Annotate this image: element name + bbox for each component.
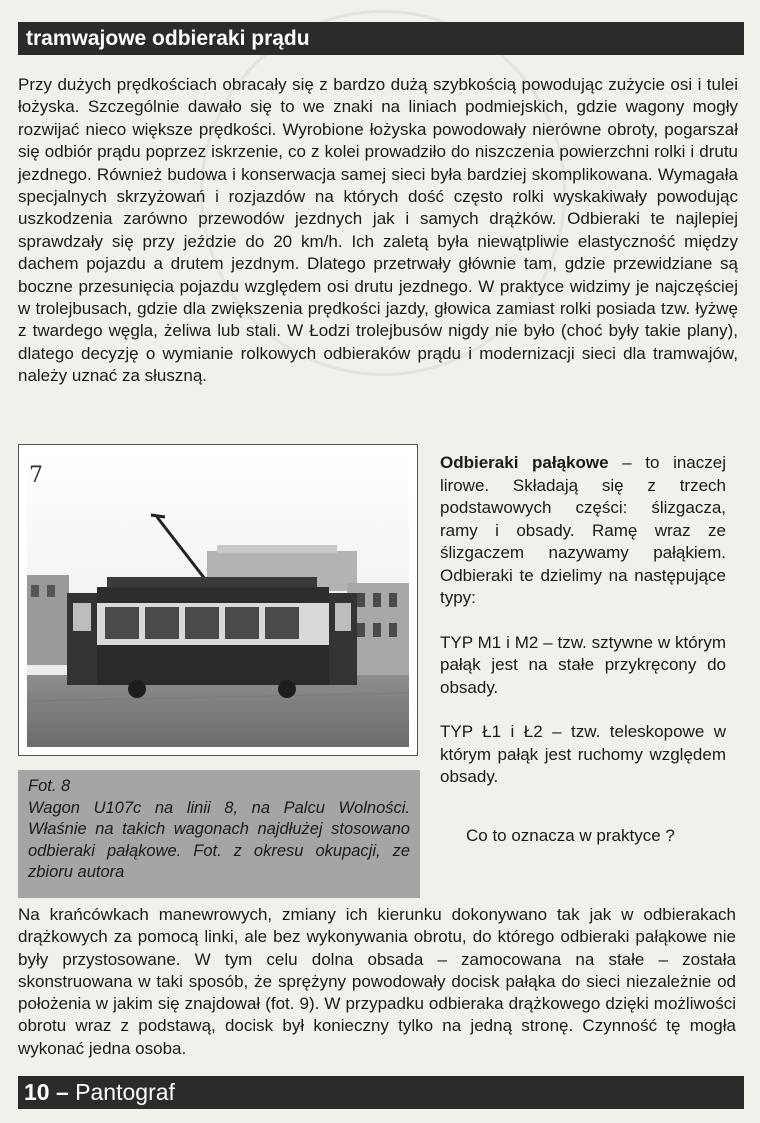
pantograph-heading: Odbieraki pałąkowe [440, 453, 609, 472]
caption-text: Wagon U107c na linii 8, na Palcu Wolności. Właśnie na takich wagonach najdłużej stosowano odbieraki pałąkowe. Fot. z okresu okupacji, ze zbioru autora [28, 798, 410, 882]
practice-question: Co to oznacza w praktyce ? [466, 826, 675, 845]
section-header [18, 22, 744, 55]
footer-separator: – [49, 1079, 76, 1105]
caption-label: Fot. 8 [28, 777, 71, 795]
section-title: tramwajowe odbieraki prądu [26, 27, 310, 50]
pantograph-intro-text: – to inaczej lirowe. Składają się z trzech podstawowych części: ślizgacza, ramy i obsady. Ramę wraz ze ślizgaczem nazywamy pałąkiem. Odbieraki te dzielimy na następujące typy: [440, 453, 726, 607]
publication-name: Pantograf [75, 1079, 175, 1105]
type-l-description: TYP Ł1 i Ł2 – tzw. teleskopowe w którym pałąk jest ruchomy względem obsady. [440, 722, 726, 786]
pantograph-types-column [440, 452, 726, 811]
tram-photo [18, 444, 418, 756]
page-number: 10 [24, 1079, 50, 1105]
photo-caption [18, 770, 420, 898]
type-m-description: TYP M1 i M2 – tzw. sztywne w którym pałąk jest na stałe przykręcony do obsady. [440, 632, 726, 697]
closing-paragraph: Na krańcówkach manewrowych, zmiany ich kierunku dokonywano tak jak w odbierakach drążkowych za pomocą linki, ale bez wykonywania obrotu, do którego odbieraki pałąkowe nie były przystosowane. W tym celu dolna obsada – zamocowana na stałe – została skonstruowana w taki sposób, że sprężyny powodowały docisk pałąka do sieci niezależnie od położenia w jakim się znajdował (fot. 9). W przypadku odbieraka drążkowego dzięki możliwości obrotu wraz z podstawą, docisk był konieczny tylko na jedną stronę. Czynność tę mogła wykonać jedna osoba. [18, 905, 736, 1058]
intro-paragraph: Przy dużych prędkościach obracały się z bardzo dużą szybkością powodując zużycie osi i tulei łożyska. Szczególnie dawało się to we znaki na liniach podmiejskich, gdzie wagony mogły rozwijać nieco większe prędkości. Wyrobione łożyska powodowały nierówne obroty, pogarszał się odbiór prądu poprzez iskrzenie, co z kolei prowadziło do niszczenia powierzchni rolki i drutu jezdnego. Również budowa i konserwacja samej sieci była bardziej skomplikowana. Wymagała specjalnych skrzyżowań i rozjazdów na których dość często rolki wyskakiwały powodując uszkodzenia zarówno przewodów jezdnych jak i samych drążków. Odbieraki te najlepiej sprawdzały się przy jeździe do 20 km/h. Ich zaletą była niewątpliwie elastyczność między dachem pojazdu a drutem jezdnym. Dlatego przetrwały głównie tam, gdzie przewidziane są boczne przesunięcia pojazdu względem osi drutu jezdnego. W praktyce widzimy je najczęściej w trolejbusach, gdzie dla zwiększenia prędkości jazdy, głowica zamiast rolki posiada tzw. łyżwę z twardego węgla, żeliwa lub stali. W Łodzi trolejbusów nigdy nie było (choć były takie plany), dlatego decyzję o wymianie rolkowych odbieraków prądu i modernizacji sieci dla tramwajów, należy uznać za słuszną. [18, 75, 738, 386]
tram-photo-image [27, 453, 409, 747]
pantograph-intro [440, 452, 726, 610]
page-footer [18, 1076, 744, 1109]
route-number-label: 7 [29, 463, 43, 488]
